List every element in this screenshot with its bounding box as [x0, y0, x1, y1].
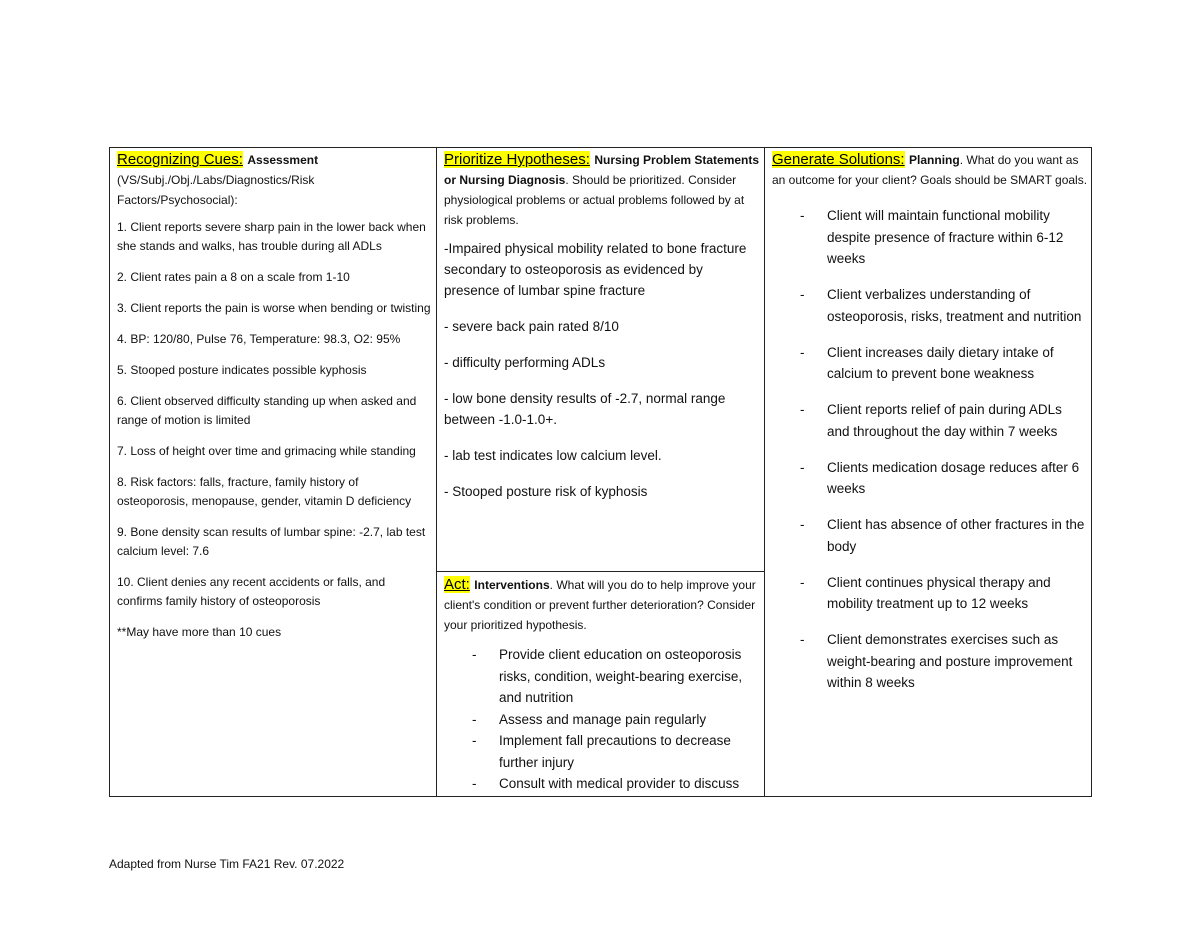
cue-item: 1. Client reports severe sharp pain in the lower back when she stands and walks, has trouble during all ADLs	[117, 220, 426, 253]
bullet-dash: -	[800, 574, 805, 590]
bullet-dash: -	[472, 733, 477, 748]
hypotheses-header	[444, 150, 760, 230]
goal-text: Client continues physical therapy and mobility treatment up to 12 weeks	[827, 574, 1051, 611]
list-item	[472, 773, 760, 795]
list-item	[472, 730, 760, 773]
list-item	[800, 342, 1088, 385]
bullet-dash: -	[800, 517, 805, 532]
table-border-bottom	[109, 796, 1092, 797]
hypothesis-item: -Impaired physical mobility related to bone fracture secondary to osteoporosis as evidenced by presence of lumbar spine fracture	[444, 241, 747, 298]
act-header	[444, 575, 760, 635]
list-item	[472, 709, 760, 731]
hypotheses-title: Prioritize Hypotheses:	[444, 151, 590, 168]
table-border-top	[109, 147, 1092, 148]
table-border-right	[1091, 147, 1092, 797]
solutions-cell	[772, 150, 1088, 794]
goal-text: Client will maintain functional mobility despite presence of fracture within 6-12 weeks	[827, 208, 1064, 266]
bullet-dash: -	[800, 287, 805, 302]
hypothesis-item: - lab test indicates low calcium level.	[444, 448, 662, 463]
intervention-text: Consult with medical provider to discuss	[499, 776, 740, 791]
row-divider-middle	[436, 571, 765, 572]
bullet-dash: -	[472, 647, 477, 662]
goals-list	[772, 205, 1088, 694]
act-cell	[444, 575, 760, 795]
cue-item: 6. Client observed difficulty standing up when asked and range of motion is limited	[117, 394, 417, 427]
list-item	[800, 457, 1088, 500]
list-item	[800, 205, 1088, 270]
cues-title: Recognizing Cues:	[117, 151, 243, 168]
goal-text: Client reports relief of pain during ADLs and throughout the day within 7 weeks	[827, 402, 1062, 439]
page-footer: Adapted from Nurse Tim FA21 Rev. 07.2022	[109, 857, 345, 871]
act-title: Act:	[444, 576, 470, 593]
bullet-dash: -	[800, 208, 805, 223]
cue-item: 9. Bone density scan results of lumbar spine: -2.7, lab test calcium level: 7.6	[117, 525, 426, 558]
intervention-text: Implement fall precautions to decrease further injury	[499, 733, 731, 770]
cue-item: 2. Client rates pain a 8 on a scale from 1-10	[117, 270, 350, 284]
intervention-text: Provide client education on osteoporosis risks, condition, weight-bearing exercise, and nutrition	[499, 647, 743, 705]
hypothesis-item: - severe back pain rated 8/10	[444, 319, 619, 334]
hypothesis-item: - low bone density results of -2.7, normal range between -1.0-1.0+.	[444, 391, 726, 427]
hypotheses-description: . Should be prioritized. Consider physiological problems or actual problems followed by at risk problems.	[444, 173, 745, 227]
list-item	[800, 399, 1088, 442]
bullet-dash: -	[800, 344, 805, 360]
hypothesis-item: - Stooped posture risk of kyphosis	[444, 484, 648, 499]
list-item	[472, 644, 760, 709]
hypothesis-item: - difficulty performing ADLs	[444, 355, 606, 370]
goal-text: Client demonstrates exercises such as weight-bearing and posture improvement within 8 weeks	[827, 632, 1073, 690]
cue-note: **May have more than 10 cues	[117, 625, 282, 639]
bullet-dash: -	[472, 776, 477, 791]
cues-description: (VS/Subj./Obj./Labs/Diagnostics/Risk Factors/Psychosocial):	[117, 173, 315, 207]
cue-item: 10. Client denies any recent accidents or falls, and confirms family history of osteoporosis	[117, 575, 386, 608]
cue-item: 7. Loss of height over time and grimacing while standing	[117, 444, 416, 458]
bullet-dash: -	[472, 711, 477, 727]
bullet-dash: -	[800, 402, 805, 417]
goal-text: Client verbalizes understanding of osteoporosis, risks, treatment and nutrition	[827, 287, 1082, 324]
bullet-dash: -	[800, 632, 805, 647]
hypotheses-cell	[444, 150, 760, 568]
hypotheses-subtitle: Nursing Problem Statements or Nursing Diagnosis	[444, 153, 760, 187]
solutions-title: Generate Solutions:	[772, 151, 905, 168]
solutions-header	[772, 150, 1088, 190]
bullet-dash: -	[800, 459, 805, 475]
column-divider-2	[764, 147, 765, 797]
cues-header	[117, 150, 433, 210]
goal-text: Client increases daily dietary intake of calcium to prevent bone weakness	[827, 344, 1054, 381]
intervention-text: Assess and manage pain regularly	[499, 711, 707, 727]
solutions-subtitle: Planning	[909, 153, 960, 167]
clinical-judgment-table	[109, 147, 1092, 797]
column-divider-1	[436, 147, 437, 797]
cue-item: 3. Client reports the pain is worse when bending or twisting	[117, 301, 431, 315]
table-border-left	[109, 147, 110, 797]
list-item	[800, 514, 1088, 557]
act-description: . What will you do to help improve your client's condition or prevent further deterioration? Consider your prioritized hypothesis.	[444, 578, 756, 632]
cue-item: 4. BP: 120/80, Pulse 76, Temperature: 98.3, O2: 95%	[117, 332, 401, 346]
goal-text: Clients medication dosage reduces after 6 weeks	[827, 459, 1080, 496]
goal-text: Client has absence of other fractures in the body	[827, 517, 1085, 554]
cues-cell	[117, 150, 433, 794]
list-item	[800, 572, 1088, 615]
interventions-list	[444, 644, 760, 795]
act-subtitle: Interventions	[474, 578, 550, 592]
list-item	[800, 629, 1088, 694]
list-item	[800, 284, 1088, 327]
cues-subtitle: Assessment	[247, 153, 319, 167]
cue-item: 5. Stooped posture indicates possible kyphosis	[117, 363, 367, 377]
cue-item: 8. Risk factors: falls, fracture, family history of osteoporosis, menopause, gender, vitamin D deficiency	[117, 475, 412, 508]
solutions-description: . What do you want as an outcome for your client? Goals should be SMART goals.	[772, 153, 1088, 187]
